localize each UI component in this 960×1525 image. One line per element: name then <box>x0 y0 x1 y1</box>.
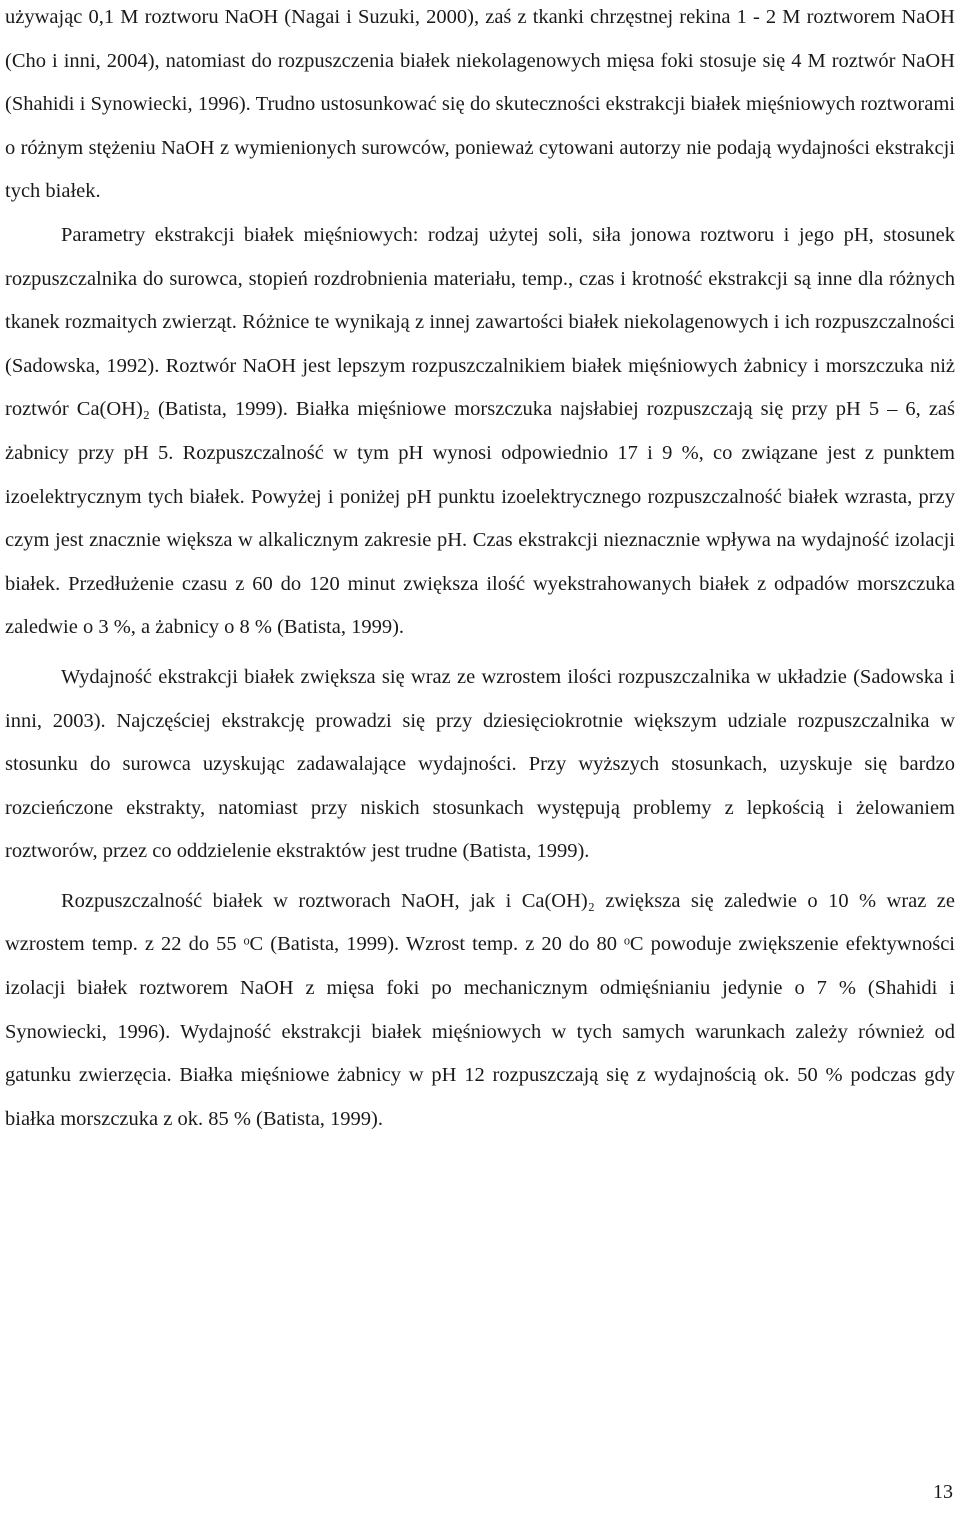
paragraph-4: Rozpuszczalność białek w roztworach NaOH, jak i Ca(OH)₂ zwiększa się zaledwie o 10 % wraz ze wzrostem temp. z 22 do 55 ᵒC (Batista, 1999). Wzrost temp. z 20 do 80 ᵒC powoduje zwiększenie efektywności izolacji białek roztworem NaOH z mięsa foki po mechanicznym odmięśnianiu jedynie o 7 % (Shahidi i Synowiecki, 1996). Wydajność ekstrakcji białek mięśniowych w tych samych warunkach zależy również od gatunku zwierzęcia. Białka mięśniowe żabnicy w pH 12 rozpuszczają się z wydajnością ok. 50 % podczas gdy białka morszczuka z ok. 85 % (Batista, 1999). <box>5 889 955 1130</box>
paragraph-2: Parametry ekstrakcji białek mięśniowych: rodzaj użytej soli, siła jonowa roztworu i jego pH, stosunek rozpuszczalnika do surowca, stopień rozdrobnienia materiału, temp., czas i krotność ekstrakcji są inne dla różnych tkanek rozmaitych zwierząt. Różnice te wynikają z innej zawartości białek niekolagenowych i ich rozpuszczalności (Sadowska, 1992). Roztwór NaOH jest lepszym rozpuszczalnikiem białek mięśniowych żabnicy i morszczuka niż roztwór Ca(OH)₂ (Batista, 1999). Białka mięśniowe morszczuka najsłabiej rozpuszczają się przy pH 5 – 6, zaś żabnicy przy pH 5. Rozpuszczalność w tym pH wynosi odpowiednio 17 i 9 %, co związane jest z punktem izoelektrycznym tych białek. Powyżej i poniżej pH punktu izoelektrycznego rozpuszczalność białek wzrasta, przy czym jest znacznie większa w alkalicznym zakresie pH. Czas ekstrakcji nieznacznie wpływa na wydajność izolacji białek. Przedłużenie czasu z 60 do 120 minut zwiększa ilość wyekstrahowanych białek z odpadów morszczuka zaledwie o 3 %, a żabnicy o 8 % (Batista, 1999). <box>5 223 955 639</box>
paragraph-3: Wydajność ekstrakcji białek zwiększa się wraz ze wzrostem ilości rozpuszczalnika w układzie (Sadowska i inni, 2003). Najczęściej ekstrakcję prowadzi się przy dziesięciokrotnie większym udziale rozpuszczalnika w stosunku do surowca uzyskując zadawalające wydajności. Przy wyższych stosunkach, uzyskuje się bardzo rozcieńczone ekstrakty, natomiast przy niskich stosunkach występują problemy z lepkością i żelowaniem roztworów, przez co oddzielenie ekstraktów jest trudne (Batista, 1999). <box>5 665 955 863</box>
page-number: 13 <box>933 1481 953 1503</box>
document-page <box>5 0 955 1141</box>
paragraph-1: używając 0,1 M roztworu NaOH (Nagai i Suzuki, 2000), zaś z tkanki chrzęstnej rekina 1 - 2 M roztworem NaOH (Cho i inni, 2004), natomiast do rozpuszczenia białek niekolagenowych mięsa foki stosuje się 4 M roztwór NaOH (Shahidi i Synowiecki, 1996). Trudno ustosunkować się do skuteczności ekstrakcji białek mięśniowych roztworami o różnym stężeniu NaOH z wymienionych surowców, ponieważ cytowani autorzy nie podają wydajności ekstrakcji tych białek. <box>5 6 955 203</box>
